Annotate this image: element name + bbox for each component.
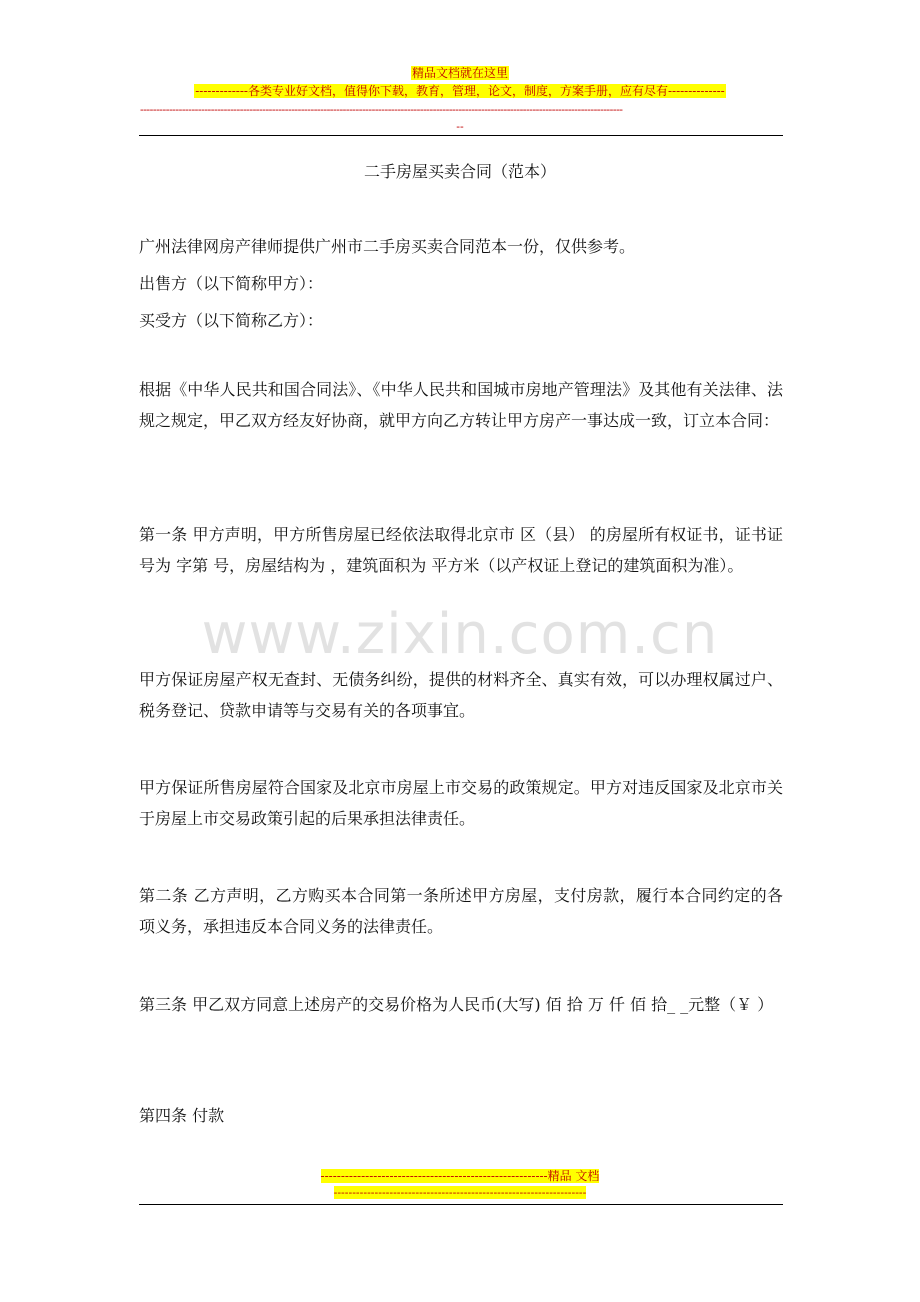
document-title: 二手房屋买卖合同（范本） xyxy=(363,162,556,181)
intro-paragraph: 广州法律网房产律师提供广州市二手房买卖合同范本一份，仅供参考。 xyxy=(139,237,636,256)
buyer-line: 买受方（以下简称乙方）： xyxy=(139,311,324,330)
header-divider xyxy=(139,135,783,136)
article-1-paragraph-3: 甲方保证所售房屋符合国家及北京市房屋上市交易的政策规定。甲方对违反国家及北京市关于房屋上市交易政策引起的后果承担法律责任。 xyxy=(139,778,783,828)
header-subtitle-text: -------------各类专业好文档，值得你下载，教育，管理，论文，制度，方案手册，应有尽有-------------- xyxy=(195,84,725,98)
footer-line-2 xyxy=(0,1186,920,1199)
article-4: 第四条 付款 xyxy=(139,1106,225,1125)
header-title xyxy=(0,66,920,81)
footer-label: 精品 文档 xyxy=(547,1169,600,1183)
watermark: www.zixin.com.cn xyxy=(201,602,719,667)
header-dash-line: ------------------------------------------------------------------------------------------------------------------------------------------------------ xyxy=(140,103,623,116)
article-1: 第一条 甲方声明，甲方所售房屋已经依法取得北京市 区（县） 的房屋所有权证书，证书证号为 字第 号，房屋结构为 ，建筑面积为 平方米（以产权证上登记的建筑面积为准）。 xyxy=(139,525,783,575)
footer-line-1 xyxy=(0,1168,920,1184)
preamble-paragraph: 根据《中华人民共和国合同法》、《中华人民共和国城市房地产管理法》及其他有关法律、法规之规定，甲乙双方经友好协商，就甲方向乙方转让甲方房产一事达成一致，订立本合同： xyxy=(139,380,783,430)
header-dash-line-2: -- xyxy=(456,120,464,133)
header-title-text: 精品文档就在这里 xyxy=(411,66,508,80)
footer-divider xyxy=(139,1204,783,1205)
seller-line: 出售方（以下简称甲方）： xyxy=(139,274,324,293)
article-2: 第二条 乙方声明，乙方购买本合同第一条所述甲方房屋，支付房款，履行本合同约定的各项义务，承担违反本合同义务的法律责任。 xyxy=(139,886,783,936)
article-3: 第三条 甲乙双方同意上述房产的交易价格为人民币(大写) 佰 拾 万 仟 佰 拾_ _元整（￥ ） xyxy=(139,995,774,1014)
footer-dash-line: -------------------------------------------------------------------- xyxy=(333,1186,587,1199)
footer-dashes: -------------------------------------------------------- xyxy=(320,1169,548,1183)
header-subtitle xyxy=(0,84,920,99)
article-1-paragraph-2: 甲方保证房屋产权无查封、无债务纠纷，提供的材料齐全、真实有效，可以办理权属过户、税务登记、贷款申请等与交易有关的各项事宜。 xyxy=(139,670,783,720)
